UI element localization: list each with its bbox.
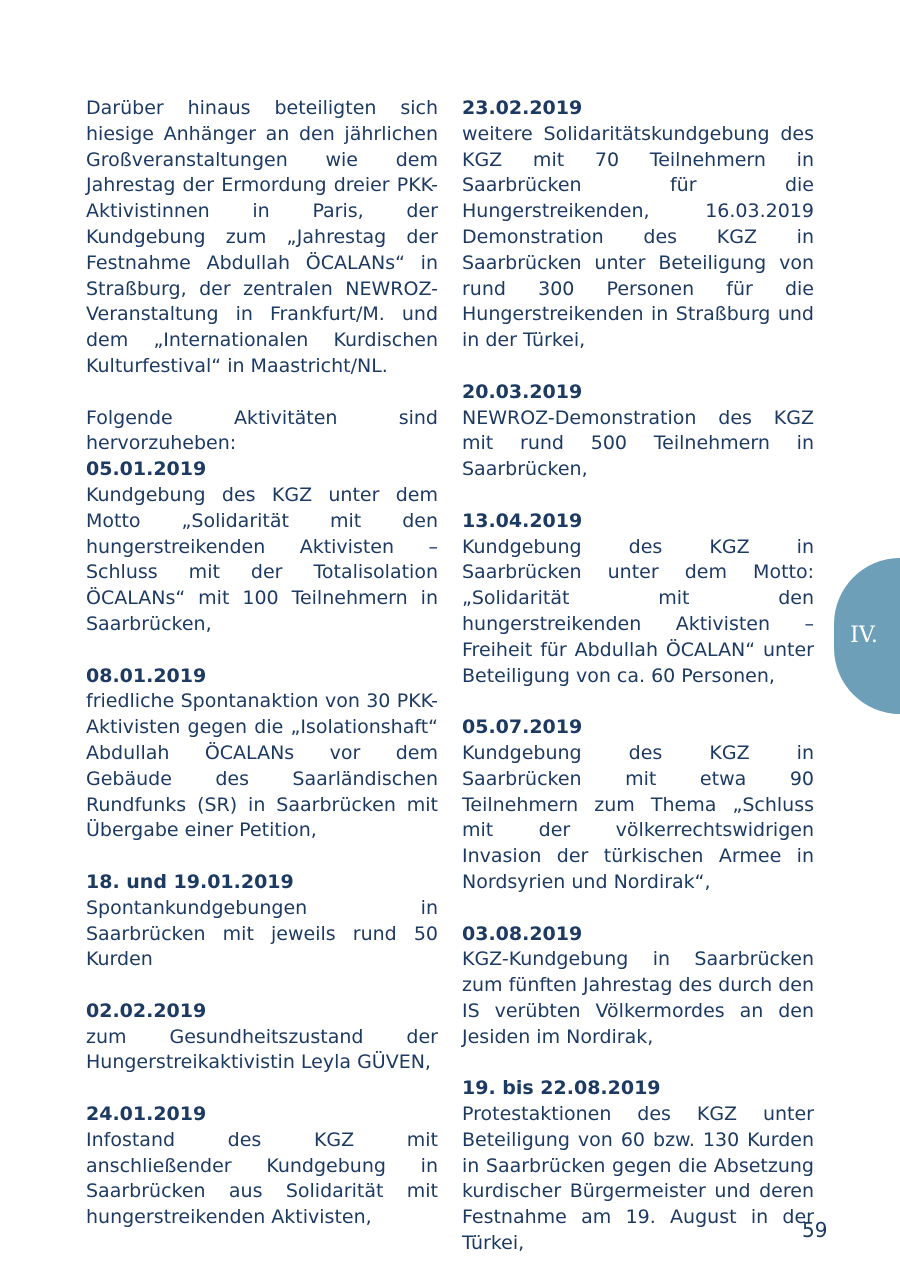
entry-text: friedliche Spontanaktion von 30 PKK-Aktivisten gegen die „Isolationshaft“ Abdullah ÖCALANs vor dem Gebäude des Saarländischen Rundfunks (SR) in Saarbrücken mit Übergabe einer Petition, <box>86 690 438 842</box>
activity-entry <box>462 1076 814 1257</box>
entry-date: 13.04.2019 <box>462 509 583 532</box>
entry-date: 03.08.2019 <box>462 922 583 945</box>
entry-date: 05.01.2019 <box>86 458 207 481</box>
activity-entry <box>462 380 814 483</box>
activity-entry <box>86 870 438 973</box>
intro-paragraph: Darüber hinaus beteiligten sich hiesige Anhänger an den jährlichen Großveranstaltungen wie dem Jahrestag der Ermordung dreier PKK-Aktivistinnen in Paris, der Kundgebung zum „Jahrestag der Festnahme Abdullah ÖCALANs“ in Straßburg, der zentralen NEWROZ-Veranstaltung in Frankfurt/M. und dem „Internationalen Kurdischen Kulturfestival“ in Maastricht/NL. <box>86 97 438 377</box>
activity-entry <box>86 999 438 1076</box>
entry-text: KGZ-Kundgebung in Saarbrücken zum fünften Jahrestag des durch den IS verübten Völkermordes an den Jesiden im Nordirak, <box>462 948 814 1048</box>
activity-entry <box>462 509 814 690</box>
activity-entry <box>462 922 814 1051</box>
entry-text: zum Gesundheitszustand der Hungerstreikaktivistin Leyla GÜVEN, <box>86 1025 438 1074</box>
chapter-tab <box>834 558 900 714</box>
entry-text: Protestaktionen des KGZ unter Beteiligung von 60 bzw. 130 Kurden in Saarbrücken gegen die Absetzung kurdischer Bürgermeister und deren Festnahme am 19. August in der Türkei, <box>462 1103 814 1255</box>
entry-text: Spontankundgebungen in Saarbrücken mit jeweils rund 50 Kurden <box>86 896 438 971</box>
entry-text: Infostand des KGZ mit anschließender Kundgebung in Saarbrücken aus Solidarität mit hungerstreikenden Aktivisten, <box>86 1128 438 1229</box>
activity-entry <box>462 96 814 354</box>
entry-date: 24.01.2019 <box>86 1103 207 1126</box>
entry-text: Kundgebung des KGZ unter dem Motto „Solidarität mit den hungerstreikenden Aktivisten – Schluss mit der Totalisolation ÖCALANs“ mit 100 Teilnehmern in Saarbrücken, <box>86 483 438 635</box>
right-column <box>462 96 814 1283</box>
entry-date: 02.02.2019 <box>86 999 207 1022</box>
lead-paragraph: Folgende Aktivitäten sind hervorzuheben: <box>86 406 438 455</box>
entry-text: weitere Solidaritätskundgebung des KGZ mit 70 Teilnehmern in Saarbrücken für die Hungerstreikenden, 16.03.2019 Demonstration des KGZ in Saarbrücken unter Beteiligung von rund 300 Personen für die Hungerstreikenden in Straßburg und in der Türkei, <box>462 122 814 352</box>
entry-date: 20.03.2019 <box>462 380 583 403</box>
activity-entry <box>86 664 438 845</box>
entry-date: 08.01.2019 <box>86 664 207 687</box>
entry-date: 05.07.2019 <box>462 716 583 739</box>
entry-date: 18. und 19.01.2019 <box>86 870 294 893</box>
entry-date: 23.02.2019 <box>462 97 583 119</box>
activity-entry <box>86 457 438 638</box>
entry-text: NEWROZ-Demonstration des KGZ mit rund 500 Teilnehmern in Saarbrücken, <box>462 406 814 481</box>
activity-entry <box>462 715 814 896</box>
activity-entry <box>86 1102 438 1231</box>
left-column <box>86 96 438 1257</box>
entry-text: Kundgebung des KGZ in Saarbrücken unter dem Motto: „Solidarität mit den hungerstreikenden Aktivisten – Freiheit für Abdullah ÖCALAN“ unter Beteiligung von ca. 60 Personen, <box>462 535 814 687</box>
chapter-tab-label: IV. <box>850 623 878 648</box>
entry-date: 19. bis 22.08.2019 <box>462 1077 661 1100</box>
entry-text: Kundgebung des KGZ in Saarbrücken mit etwa 90 Teilnehmern zum Thema „Schluss mit der völkerrechtswidrigen Invasion der türkischen Armee in Nordsyrien und Nordirak“, <box>462 741 814 893</box>
page-number: 59 <box>802 1218 828 1242</box>
